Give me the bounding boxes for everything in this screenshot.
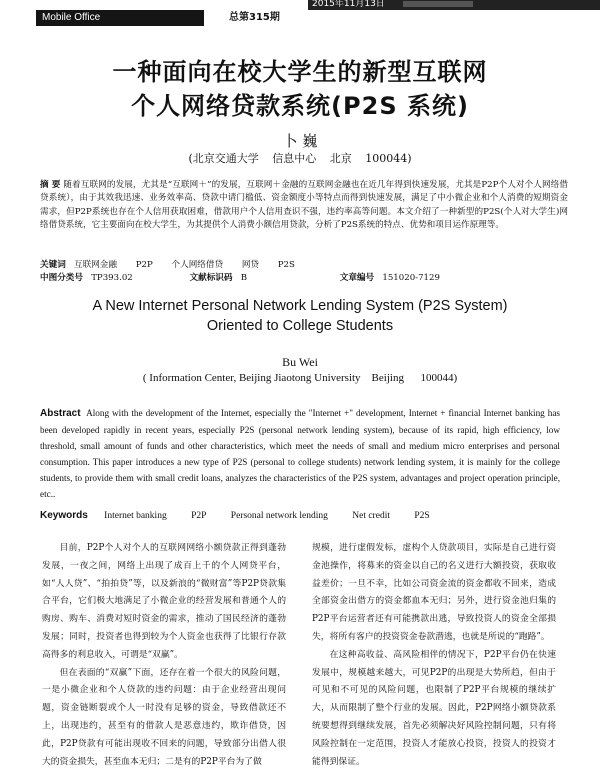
keyword-cn: 互联网金融 xyxy=(74,260,117,270)
article-no-value: 151020-7129 xyxy=(382,273,440,283)
journal-name: Mobile Office xyxy=(36,10,204,26)
body-paragraph: 在这种高收益、高风险相伴的情况下，P2P平台仍在快速发展中，规模越来越大，可见P2P的出现是大势所趋，但由于可见和不可见的风险问题，也限制了P2P平台规模的继续扩大，从而限制了整个行业的发展。因此，P2P网络小额贷款系统要想得到继续发展，首先必须解决好风险控制问题，只有将风险控制在一定范围，投资人才能放心投资，投资人的投资才能得到保证。 xyxy=(312,649,556,767)
abstract-en-text: Along with the development of the Internet, especially the "Internet +" development, Internet + financial Internet banking has been developed rapidly in recent years, especially P2S (personal network lending system), because of its rapid, high efficiency, low threshold, small amount of funds and other characteristics, which meet the needs of small and medium micro enterprises and personal consumption. This paper introduces a new type of P2S (personal to college students) network lending system, it is mainly for the college students, to provide them with small credit loans, analyzes the characteristics of the P2S system, advantages and project operation principle, etc.. xyxy=(40,408,561,500)
abstract-en-label: Abstract xyxy=(40,408,81,419)
keyword-en: P2S xyxy=(414,511,430,521)
author-cn: 卜 巍 xyxy=(282,132,318,150)
abstract-cn xyxy=(40,179,568,233)
issue-number: 总第315期 xyxy=(229,12,280,23)
abstract-cn-text: 随着互联网的发展，尤其是“互联网＋”的发展，互联网＋金融的互联网金融也在近几年得到快速发展，尤其是P2P个人对个人网络借贷系统），由于其效我迅速、业务效率高、贷款中请门槛低、资金额度小等特点而得到快速发展，满足了中小微企业和个人消费的短期资金需求，但P2P系统也存在个人信用获取困难，借款用户个人信用查识不强，违约率高等问题。本文介绍了一种新型的P2S(个人对大学生)网络借贷系统，它主要面向在校大学生，为其提供个人消费小额信用贷款，分析了P2S系统的特点、优势和项目运作原理等。 xyxy=(40,180,568,231)
body-paragraph: 但在表面的“双赢”下面，还存在着一个很大的风险问题，一是小微企业和个人贷款的违约问题：由于企业经营出现问题，资金链断裂或个人一时没有足够的资金，导致借款还不上，出现违约，甚至有的借款人是恶意违约，欺诈借贷，因此，P2P贷款有可能出现收不回来的问题，导致部分出借人很大的资金损失，甚至血本无归；二是有的P2P平台为了做 xyxy=(42,667,286,767)
keyword-cn: 个人网络借贷 xyxy=(171,260,224,270)
issue-date: 2015年11月13日 xyxy=(312,0,385,9)
keywords-en xyxy=(40,510,452,521)
keywords-cn-label: 关键词 xyxy=(40,260,66,270)
body-paragraph: 规模，进行虚假发标，虚构个人贷款项目，实际是自己进行资金池操作，将募来的资金以自己的名义进行大额投资，获取收益差价；一旦不幸，比如公司资金流的资金都收不回来，造成全部资金出借方的资金都血本无归；另外，进行资金池归集的P2P平台运营者还有可能携款出逃，导致投资人的资金全部损失，将所有客户的投资资金卷款潜逃，也就是所说的“跑路”。 xyxy=(312,543,556,642)
doc-code-value: B xyxy=(240,273,248,283)
article-no-label: 文章编号 xyxy=(339,273,375,283)
title-cn-line2: 个人网络贷款系统(P2S 系统) xyxy=(131,92,469,120)
abstract-en xyxy=(40,405,560,503)
body-paragraph: 目前，P2P个人对个人的互联网网络小额贷款正得到蓬勃发展，一夜之间，网络上出现了成百上千的个人网贷平台，如“人人贷”、“拍拍贷”等，以及新浪的“微财富”等P2P贷款集合平台，它们极大地满足了小微企业的经营发展和普通个人的购房、购车、消费对短时资金的需求，推动了国民经济的蓬勃发展；同时，投资者也得到较为个人资金也获得了比银行存款高得多的利息收入，可谓是“双赢”。 xyxy=(42,543,286,660)
keyword-en: Net credit xyxy=(352,511,390,521)
keyword-en: Internet banking xyxy=(104,511,167,521)
keywords-en-label: Keywords xyxy=(40,510,88,521)
keyword-cn: 网贷 xyxy=(241,260,260,270)
title-en-line1: A New Internet Personal Network Lending System (P2S System) xyxy=(92,298,508,314)
author-en: Bu Wei xyxy=(282,355,318,369)
keyword-en: P2P xyxy=(191,511,207,521)
abstract-cn-label: 摘 要 xyxy=(40,180,61,190)
header-date-bar xyxy=(308,0,600,10)
clc-label: 中图分类号 xyxy=(40,273,83,283)
keyword-cn: P2S xyxy=(277,260,295,270)
keyword-en: Personal network lending xyxy=(230,511,328,521)
classification-row xyxy=(40,271,440,283)
affiliation-en: ( Information Center, Beijing Jiaotong University Beijing 100044) xyxy=(142,372,458,384)
title-en-line2: Oriented to College Students xyxy=(206,318,394,334)
keywords-cn xyxy=(40,258,295,270)
keyword-cn: P2P xyxy=(135,260,153,270)
title-cn-line1: 一种面向在校大学生的新型互联网 xyxy=(112,58,488,86)
body-right-column xyxy=(312,540,556,771)
clc-value: TP393.02 xyxy=(91,273,133,283)
doc-code-label: 文献标识码 xyxy=(189,273,233,283)
affiliation-cn: (北京交通大学 信息中心 北京 100044) xyxy=(188,152,412,165)
header-decoration xyxy=(403,1,473,7)
body-left-column xyxy=(42,540,286,771)
